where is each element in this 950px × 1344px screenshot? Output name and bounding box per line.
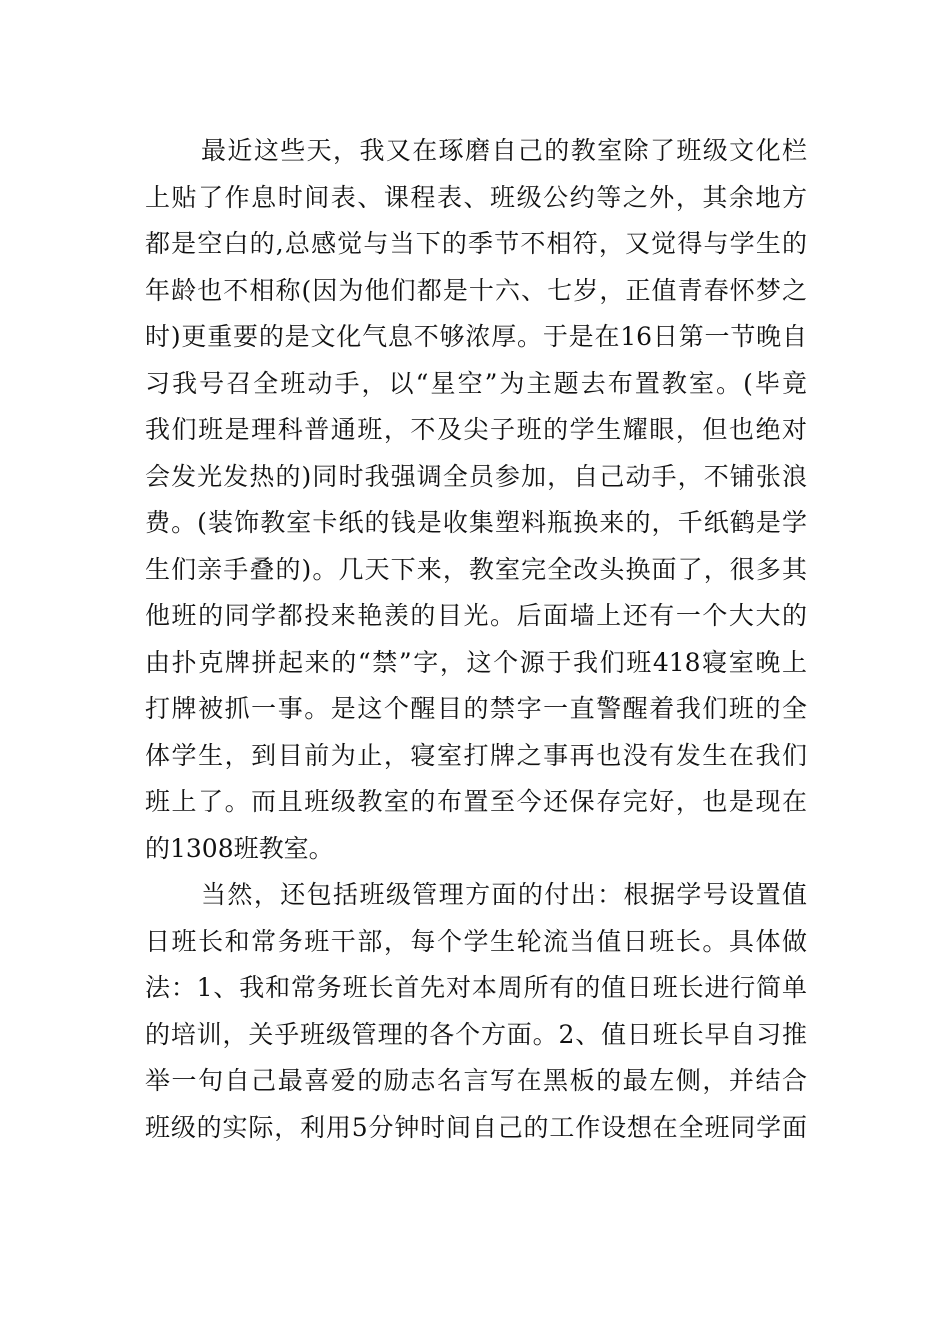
text-line: 举一句自己最喜爱的励志名言写在黑板的最左侧，并结合 xyxy=(145,1066,807,1095)
text-line: 时)更重要的是文化气息不够浓厚。于是在16日第一节晚自 xyxy=(145,322,807,351)
paragraph-2 xyxy=(145,872,807,1151)
text-line: 体学生，到目前为止，寝室打牌之事再也没有发生在我们 xyxy=(145,740,807,770)
text-line: 费。(装饰教室卡纸的钱是收集塑料瓶换来的，千纸鹤是学 xyxy=(145,508,807,537)
text-line: 由扑克牌拼起来的“禁”字，这个源于我们班418寝室晚上 xyxy=(145,647,807,677)
text-line: 法：1、我和常务班长首先对本周所有的值日班长进行简单 xyxy=(145,973,807,1002)
text-line: 班级的实际，利用5分钟时间自己的工作设想在全班同学面 xyxy=(145,1112,807,1142)
text-line: 生们亲手叠的)。几天下来，教室完全改头换面了，很多其 xyxy=(145,554,807,584)
text-line: 日班长和常务班干部，每个学生轮流当值日班长。具体做 xyxy=(145,926,807,956)
paragraph-1 xyxy=(145,128,807,872)
text-line: 的1308班教室。 xyxy=(145,833,334,863)
text-line: 班上了。而且班级教室的布置至今还保存完好，也是现在 xyxy=(145,787,807,816)
text-line: 打牌被抓一事。是这个醒目的禁字一直警醒着我们班的全 xyxy=(145,694,807,723)
document-body xyxy=(145,128,807,1151)
text-line: 会发光发热的)同时我强调全员参加，自己动手，不铺张浪 xyxy=(145,461,807,491)
text-line: 当然，还包括班级管理方面的付出：根据学号设置值 xyxy=(201,880,807,909)
text-line: 最近这些天，我又在琢磨自己的教室除了班级文化栏 xyxy=(201,136,807,165)
text-line: 他班的同学都投来艳羡的目光。后面墙上还有一个大大的 xyxy=(145,601,807,630)
text-line: 上贴了作息时间表、课程表、班级公约等之外，其余地方 xyxy=(145,182,807,212)
text-line: 我们班是理科普通班，不及尖子班的学生耀眼，但也绝对 xyxy=(145,415,807,444)
text-line: 年龄也不相称(因为他们都是十六、七岁，正值青春怀梦之 xyxy=(145,275,807,305)
text-line: 都是空白的,总感觉与当下的季节不相符，又觉得与学生的 xyxy=(145,229,807,258)
text-line: 习我号召全班动手，以“星空”为主题去布置教室。(毕竟 xyxy=(145,368,807,398)
text-line: 的培训，关乎班级管理的各个方面。2、值日班长早自习推 xyxy=(145,1019,807,1049)
